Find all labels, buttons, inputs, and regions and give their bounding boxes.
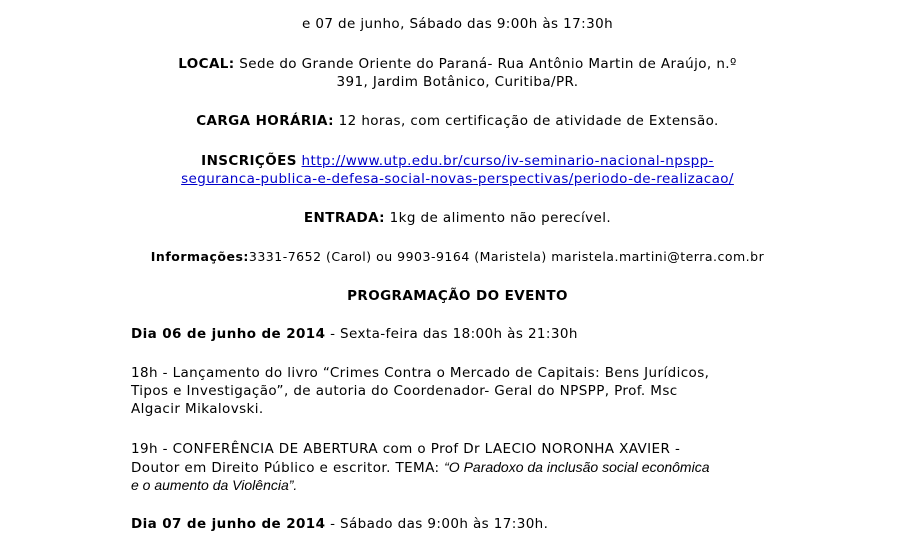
carga-horaria-line bbox=[0, 112, 915, 130]
item19h-line-3 bbox=[131, 476, 297, 495]
programacao-heading: PROGRAMAÇÃO DO EVENTO bbox=[347, 288, 568, 304]
inscricoes-label: INSCRIÇÕES bbox=[201, 153, 297, 169]
carga-horaria-text: 12 horas, com certificação de atividade de Extensão. bbox=[333, 113, 719, 129]
programacao-title bbox=[0, 287, 915, 305]
item19h-text-2: Doutor em Direito Público e escritor. TEMA: bbox=[131, 460, 445, 476]
item18h-text-3: Algacir Mikalovski. bbox=[131, 401, 264, 417]
inscricoes-line-1 bbox=[0, 152, 915, 170]
inscricoes-line-2 bbox=[0, 170, 915, 188]
dia07-label: Dia 07 de junho de 2014 bbox=[131, 516, 326, 532]
item18h-text-2: Tipos e Investigação”, de autoria do Coordenador- Geral do NPSPP, Prof. Msc bbox=[131, 383, 678, 399]
informacoes-label: Informações: bbox=[150, 249, 249, 264]
schedule-text: e 07 de junho, Sábado das 9:00h às 17:30h bbox=[301, 16, 614, 32]
dia07-text: - Sábado das 9:00h às 17:30h. bbox=[325, 516, 549, 532]
local-address-2: 391, Jardim Botânico, Curitiba/PR. bbox=[336, 74, 579, 90]
item18h-line-3 bbox=[131, 400, 264, 418]
item19h-line-1 bbox=[131, 440, 680, 458]
local-label: LOCAL: bbox=[178, 56, 235, 72]
local-line-2 bbox=[0, 73, 915, 91]
dia06-text: - Sexta-feira das 18:00h às 21:30h bbox=[325, 326, 578, 342]
item18h-text-1: 18h - Lançamento do livro “Crimes Contra o Mercado de Capitais: Bens Jurídicos, bbox=[131, 365, 710, 381]
informacoes-text: 3331-7652 (Carol) ou 9903-9164 (Maristela) maristela.martini@terra.com.br bbox=[248, 249, 765, 264]
dia06-line bbox=[131, 325, 578, 343]
local-line-1 bbox=[0, 55, 915, 73]
item19h-theme-2: e o aumento da Violência”. bbox=[131, 477, 298, 493]
local-address-1: Sede do Grande Oriente do Paraná- Rua Antônio Martin de Araújo, n.º bbox=[234, 56, 737, 72]
inscricoes-link-continued[interactable]: seguranca-publica-e-defesa-social-novas-perspectivas/periodo-de-realizacao/ bbox=[181, 171, 734, 187]
entrada-text: 1kg de alimento não perecível. bbox=[384, 210, 612, 226]
entrada-label: ENTRADA: bbox=[303, 210, 385, 226]
item19h-theme-1: “O Paradoxo da inclusão social econômica bbox=[444, 459, 710, 475]
entrada-line bbox=[0, 209, 915, 227]
dia06-label: Dia 06 de junho de 2014 bbox=[131, 326, 326, 342]
informacoes-line bbox=[0, 248, 915, 266]
item18h-line-1 bbox=[131, 364, 709, 382]
carga-horaria-label: CARGA HORÁRIA: bbox=[196, 113, 334, 129]
item19h-text-1: 19h - CONFERÊNCIA DE ABERTURA com o Prof Dr LAECIO NORONHA XAVIER - bbox=[131, 441, 681, 457]
schedule-line bbox=[0, 15, 915, 33]
item18h-line-2 bbox=[131, 382, 678, 400]
dia07-line bbox=[131, 515, 548, 533]
inscricoes-link[interactable]: http://www.utp.edu.br/curso/iv-seminario-nacional-npspp- bbox=[301, 153, 714, 169]
item19h-line-2 bbox=[131, 458, 710, 477]
